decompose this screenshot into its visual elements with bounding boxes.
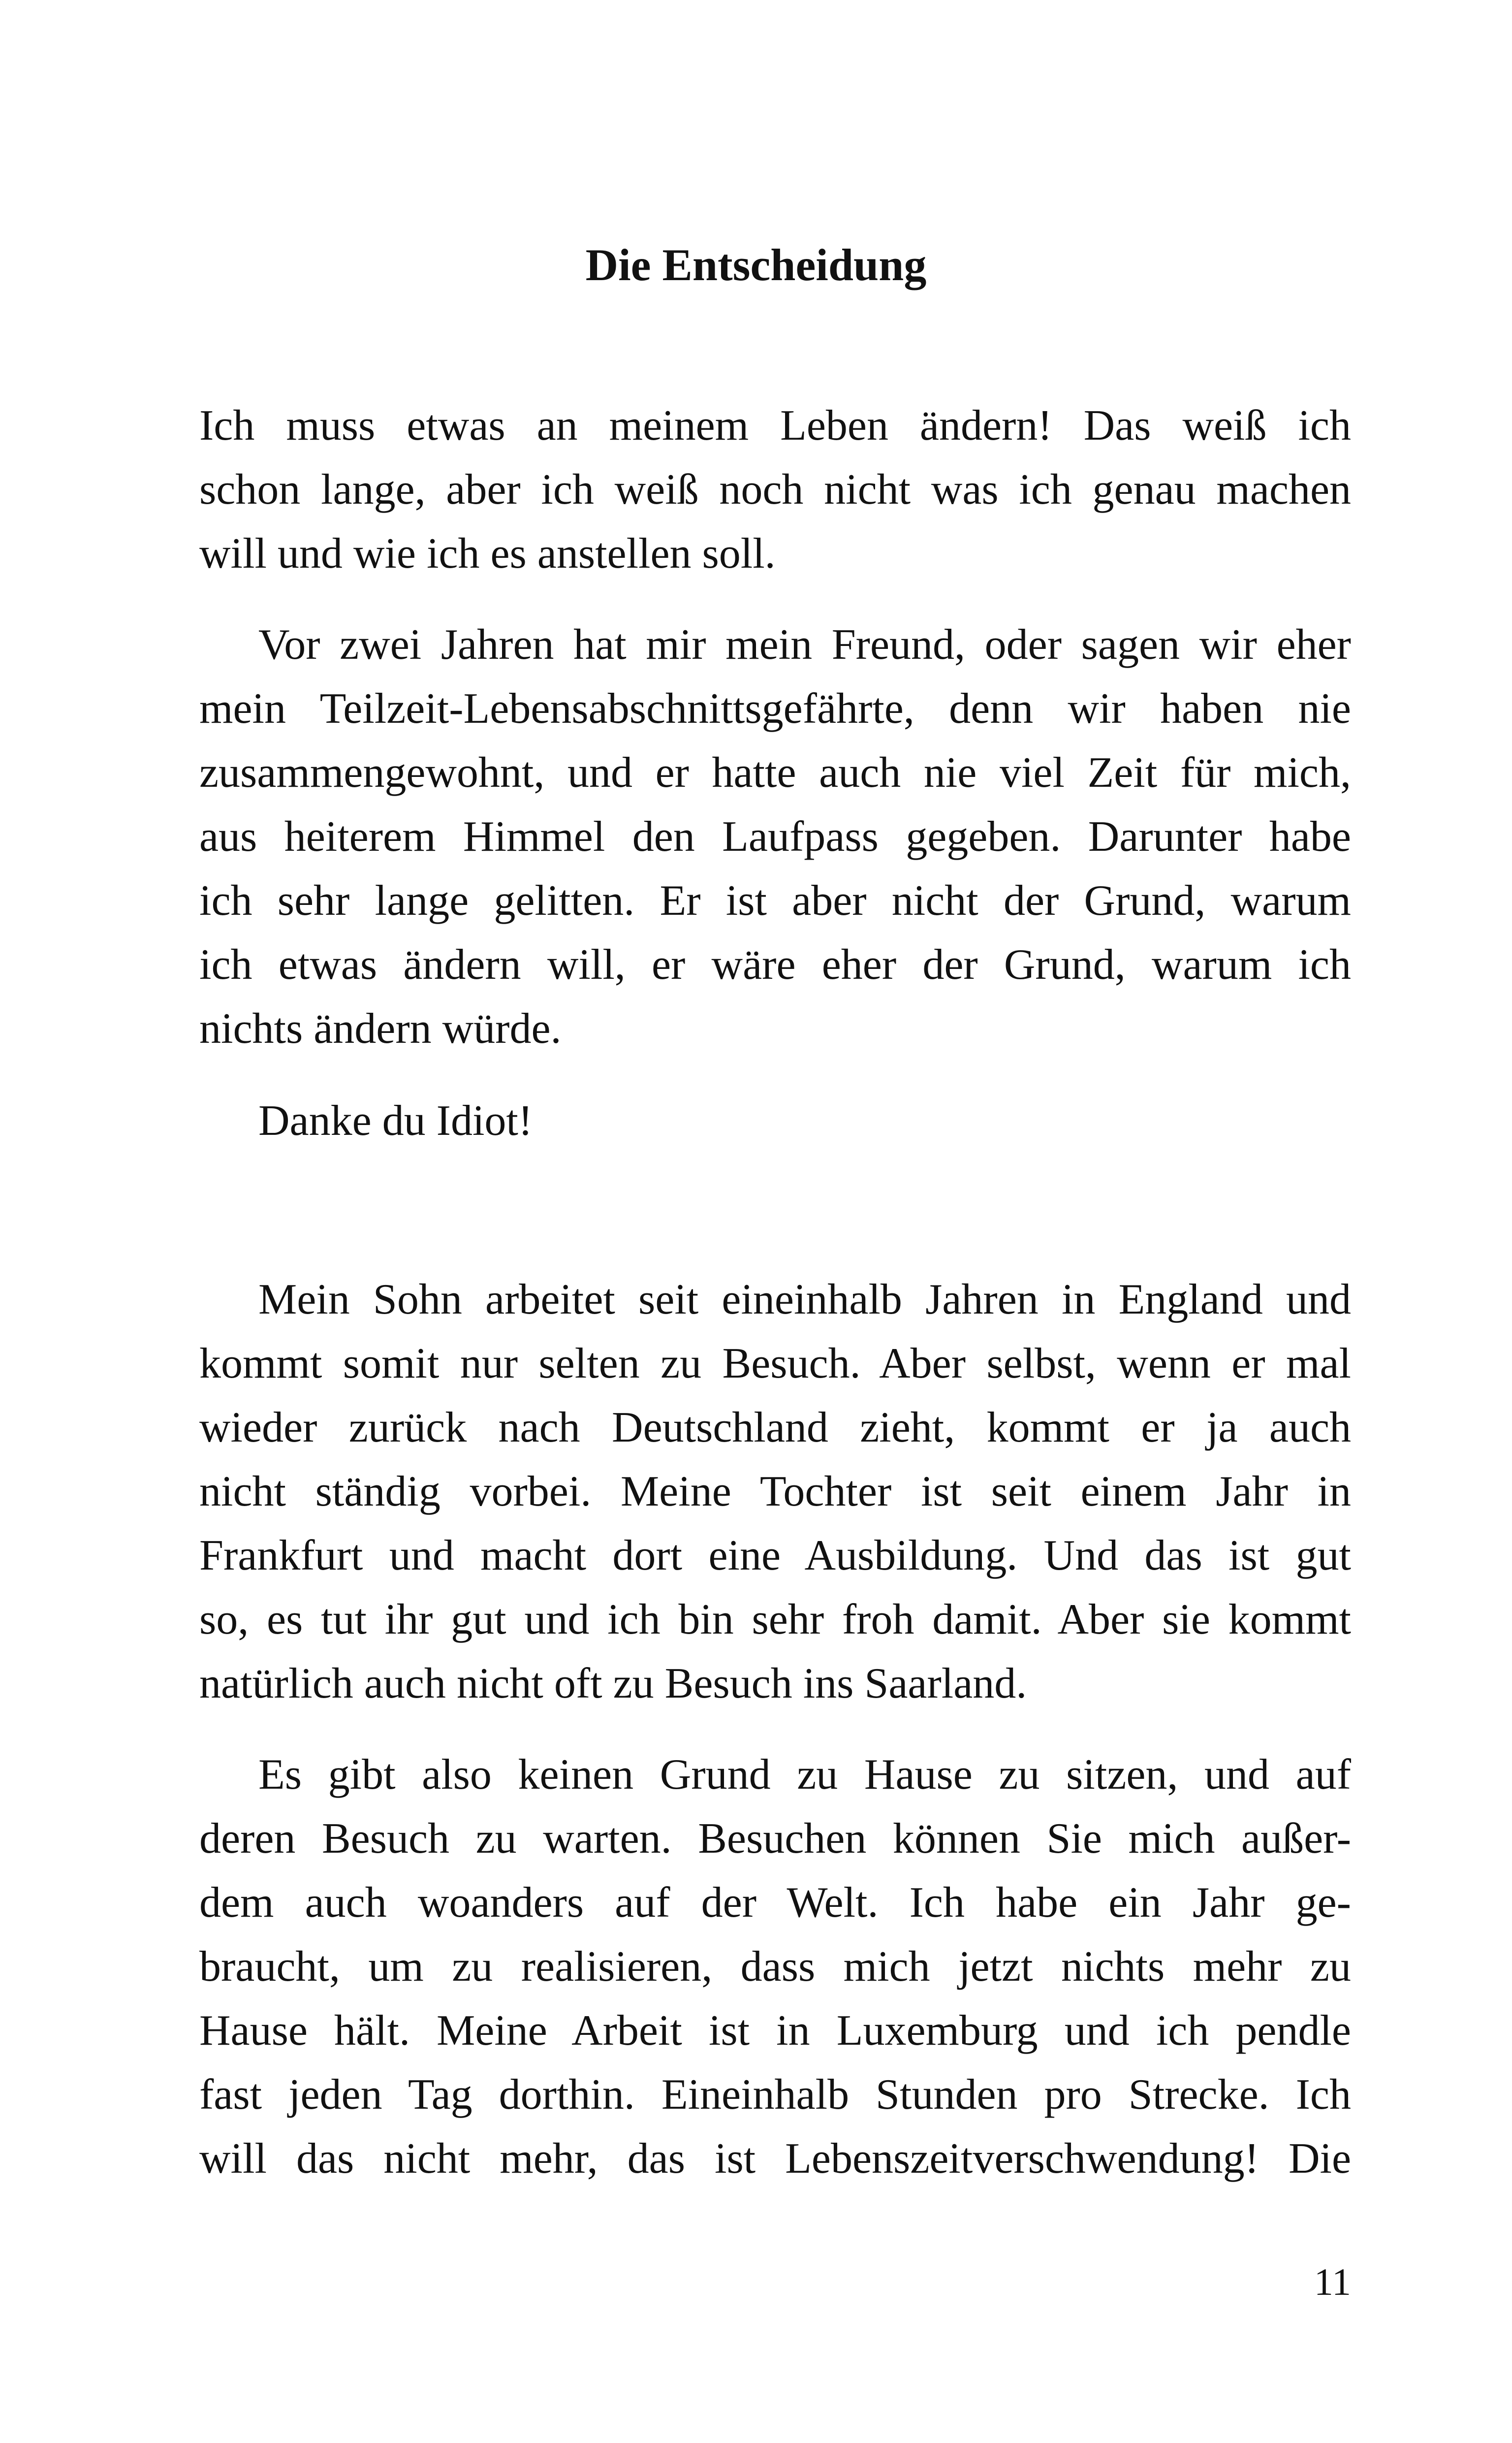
paragraph-5-line-2: deren Besuch zu warten. Besuchen können Sie mich außer- [199, 1815, 1351, 1863]
paragraph-4-line-4: nicht ständig vorbei. Meine Tochter ist seit einem Jahr in [199, 1468, 1351, 1515]
paragraph-4-line-7: natürlich auch nicht oft zu Besuch ins Saarland. [199, 1660, 1027, 1707]
paragraph-4-line-5: Frankfurt und macht dort eine Ausbildung. Und das ist gut [199, 1532, 1351, 1579]
paragraph-2-line-6: ich etwas ändern will, er wäre eher der Grund, warum ich [199, 941, 1351, 989]
paragraph-5-line-3: dem auch woanders auf der Welt. Ich habe ein Jahr ge- [199, 1879, 1351, 1927]
paragraph-4-line-1: Mein Sohn arbeitet seit eineinhalb Jahren in England und [258, 1276, 1351, 1323]
paragraph-5-line-7: will das nicht mehr, das ist Lebenszeitverschwendung! Die [199, 2135, 1351, 2183]
paragraph-4-line-2: kommt somit nur selten zu Besuch. Aber selbst, wenn er mal [199, 1340, 1351, 1387]
paragraph-5-line-6: fast jeden Tag dorthin. Eineinhalb Stunden pro Strecke. Ich [199, 2071, 1351, 2119]
chapter-title: Die Entscheidung [585, 240, 927, 290]
paragraph-5-line-5: Hause hält. Meine Arbeit ist in Luxemburg und ich pendle [199, 2007, 1351, 2055]
paragraph-3-line-1: Danke du Idiot! [258, 1097, 533, 1145]
paragraph-2-line-7: nichts ändern würde. [199, 1005, 562, 1053]
paragraph-2-line-4: aus heiterem Himmel den Laufpass gegeben. Darunter habe [199, 813, 1351, 861]
paragraph-1-line-3: will und wie ich es anstellen soll. [199, 530, 776, 578]
paragraph-5-line-4: braucht, um zu realisieren, dass mich jetzt nichts mehr zu [199, 1943, 1351, 1991]
paragraph-2-line-1: Vor zwei Jahren hat mir mein Freund, oder sagen wir eher [258, 621, 1351, 669]
paragraph-4-line-3: wieder zurück nach Deutschland zieht, kommt er ja auch [199, 1404, 1351, 1451]
paragraph-2-line-5: ich sehr lange gelitten. Er ist aber nicht der Grund, warum [199, 877, 1351, 925]
paragraph-1-line-1: Ich muss etwas an meinem Leben ändern! Das weiß ich [199, 402, 1351, 450]
paragraph-1-line-2: schon lange, aber ich weiß noch nicht was ich genau machen [199, 466, 1351, 514]
paragraph-2-line-3: zusammengewohnt, und er hatte auch nie viel Zeit für mich, [199, 749, 1351, 797]
paragraph-5-line-1: Es gibt also keinen Grund zu Hause zu sitzen, und auf [258, 1751, 1351, 1799]
paragraph-4-line-6: so, es tut ihr gut und ich bin sehr froh damit. Aber sie kommt [199, 1596, 1351, 1643]
paragraph-2-line-2: mein Teilzeit-Lebensabschnittsgefährte, denn wir haben nie [199, 685, 1351, 733]
page-number: 11 [1314, 2260, 1351, 2303]
